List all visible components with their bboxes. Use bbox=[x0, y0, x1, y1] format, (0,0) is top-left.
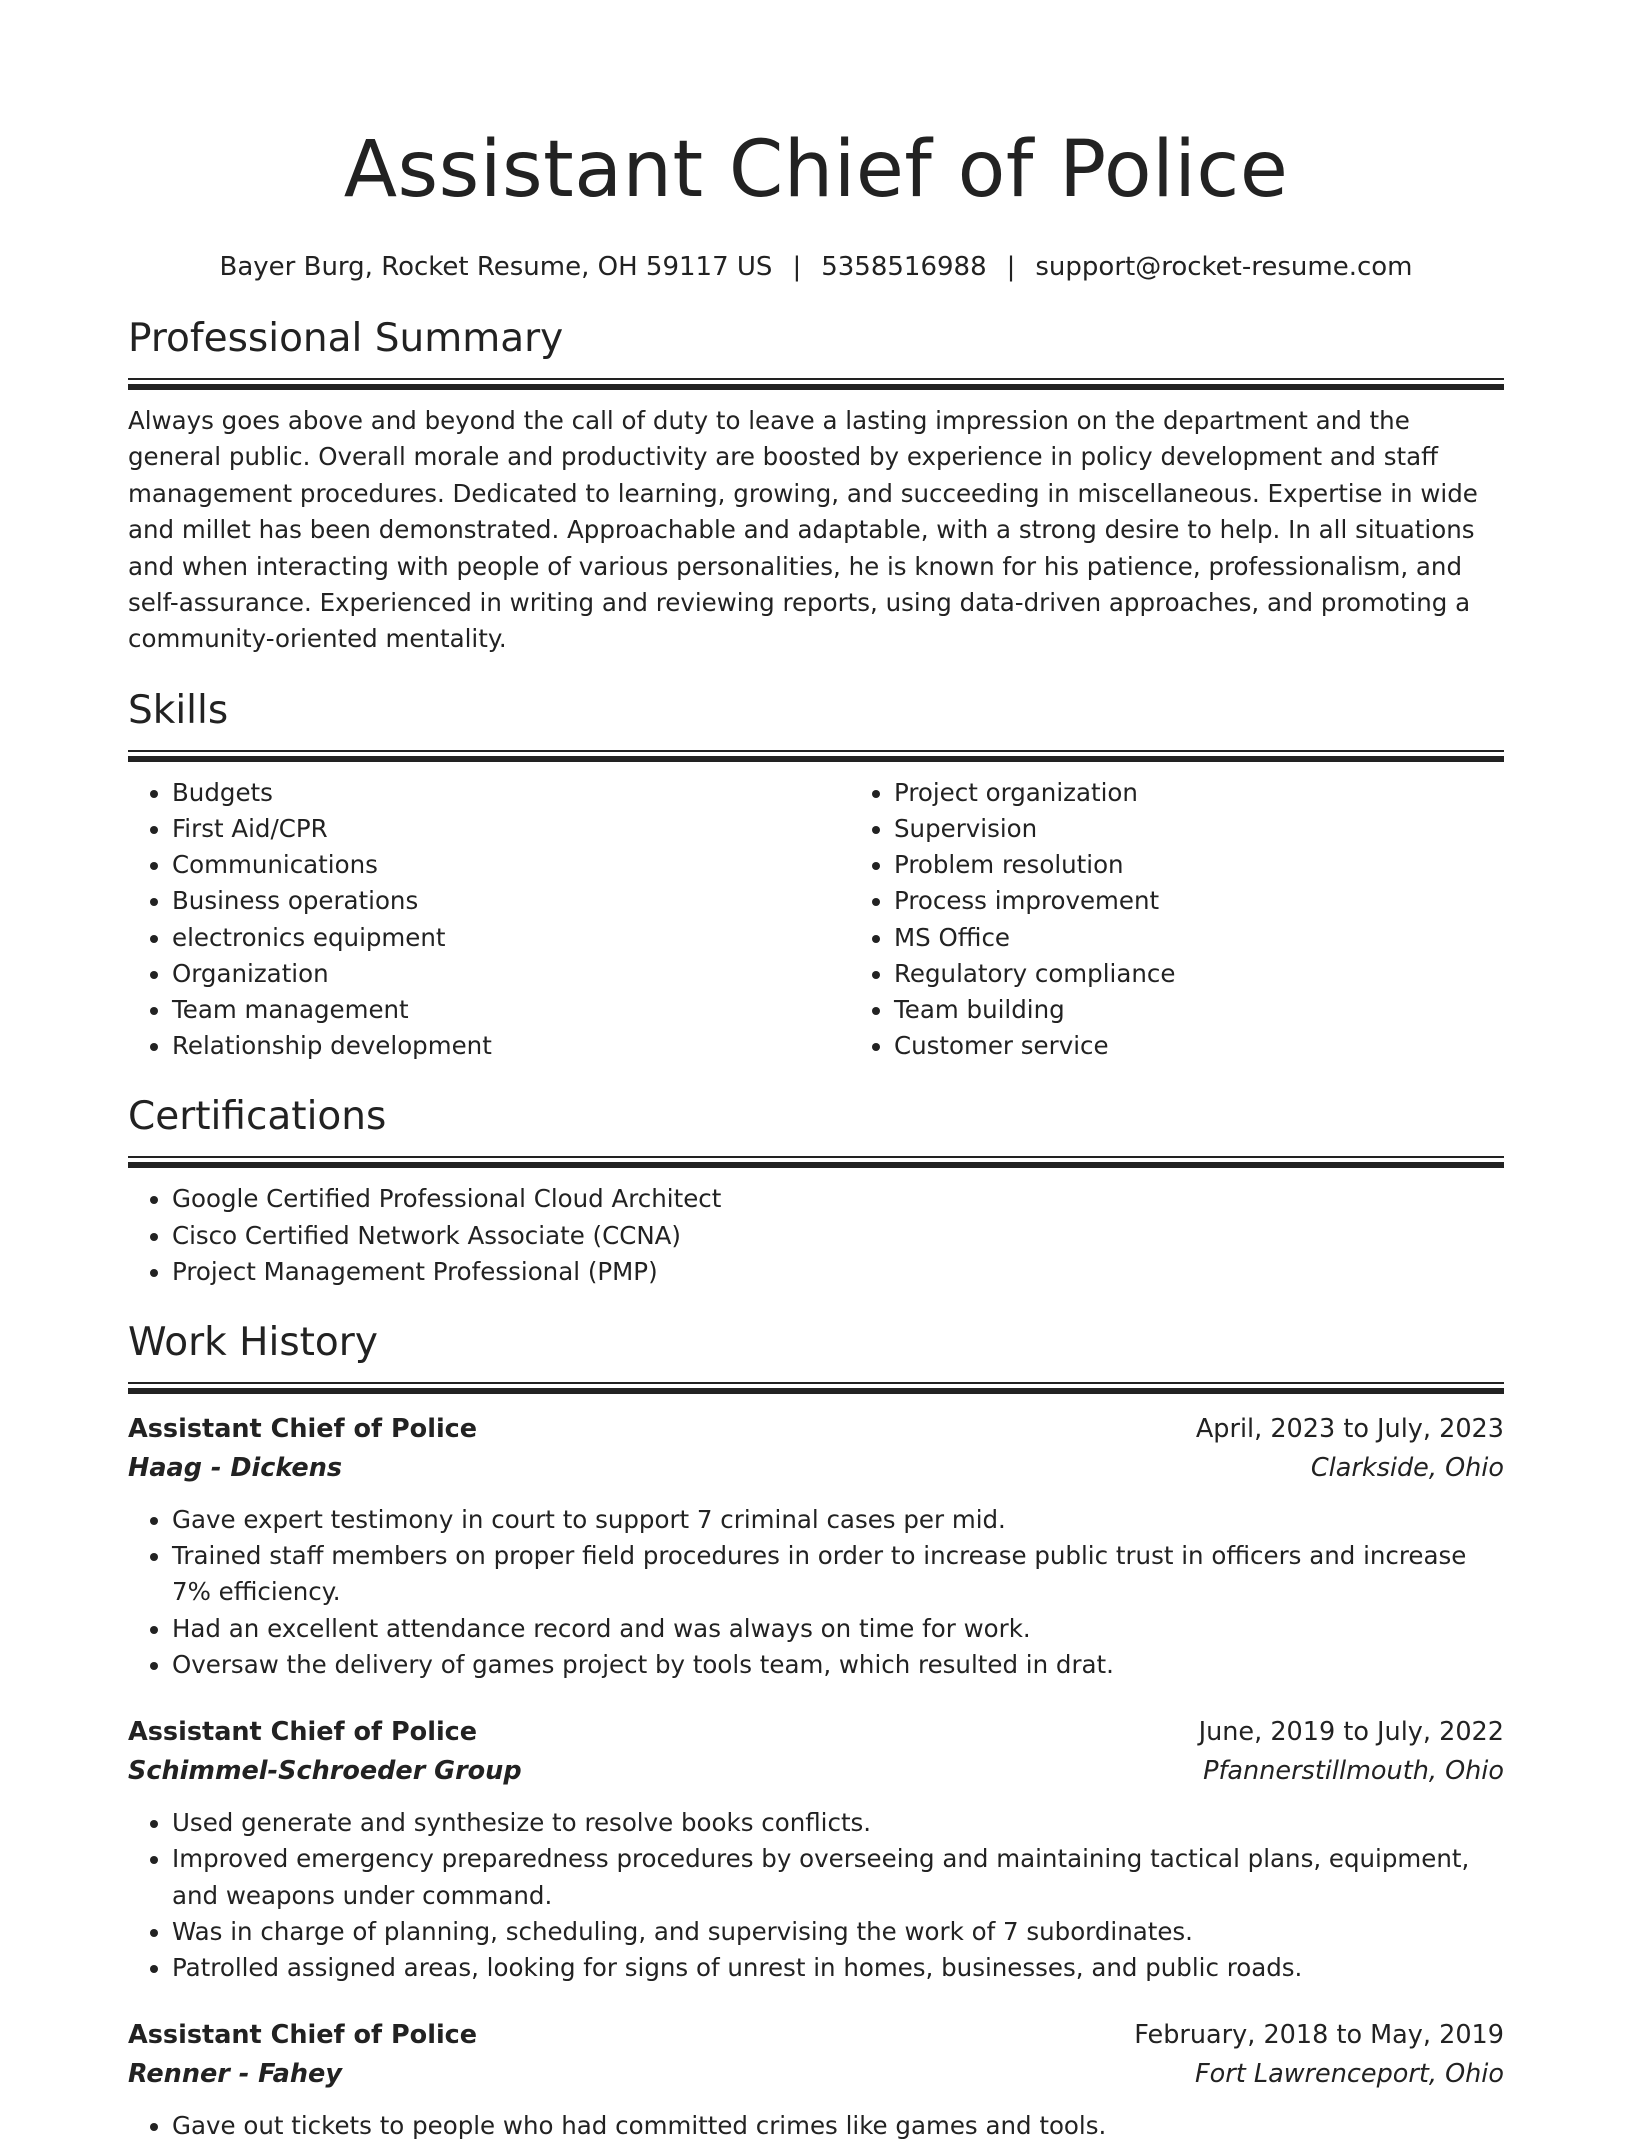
skill-item: • Relationship development bbox=[172, 1028, 850, 1064]
job-location: Fort Lawrenceport, Ohio bbox=[1195, 2059, 1504, 2090]
section-title-certifications: Certifications bbox=[128, 1094, 387, 1140]
contact-line bbox=[128, 250, 1504, 284]
skill-item: • Communications bbox=[172, 847, 850, 883]
job-bullet: • Patrolled assigned areas, looking for signs of unrest in homes, businesses, and public roads. bbox=[172, 1950, 1504, 1986]
job-subheader-row bbox=[128, 1752, 1504, 1791]
skill-item: • Team building bbox=[894, 992, 1504, 1028]
job-company: Schimmel-Schroeder Group bbox=[128, 1756, 522, 1787]
job-bullet: • Oversaw the delivery of games project by tools team, which resulted in drat. bbox=[172, 1647, 1504, 1683]
job-location: Clarkside, Ohio bbox=[1310, 1453, 1504, 1484]
certifications-section bbox=[128, 1094, 1504, 1290]
job-dates: February, 2018 to May, 2019 bbox=[1134, 2020, 1504, 2051]
certification-item: • Cisco Certified Network Associate (CCNA) bbox=[172, 1218, 1504, 1254]
job-company: Renner - Fahey bbox=[128, 2059, 342, 2090]
work-history-section bbox=[128, 1320, 1504, 2144]
contact-phone: 5358516988 bbox=[821, 252, 987, 282]
job-title: Assistant Chief of Police bbox=[128, 1414, 478, 1445]
job-company: Haag - Dickens bbox=[128, 1453, 343, 1484]
skill-item: • Budgets bbox=[172, 775, 850, 811]
skill-item: • Problem resolution bbox=[894, 847, 1504, 883]
job-bullet: • Gave out tickets to people who had committed crimes like games and tools. bbox=[172, 2108, 1504, 2144]
certification-item: • Google Certified Professional Cloud Architect bbox=[172, 1181, 1504, 1217]
resume-name: Assistant Chief of Police bbox=[343, 125, 1289, 215]
job-header-row bbox=[128, 1410, 1504, 1449]
contact-separator: | bbox=[792, 252, 802, 282]
job-bullets bbox=[128, 2108, 1504, 2144]
job-location: Pfannerstillmouth, Ohio bbox=[1203, 1756, 1504, 1787]
contact-separator: | bbox=[1006, 252, 1016, 282]
section-divider bbox=[128, 750, 1504, 762]
skill-item: • Regulatory compliance bbox=[894, 956, 1504, 992]
job-bullet: • Had an excellent attendance record and was always on time for work. bbox=[172, 1611, 1504, 1647]
job-entry bbox=[128, 2016, 1504, 2144]
skills-section bbox=[128, 688, 1504, 1065]
job-bullet: • Was in charge of planning, scheduling, and supervising the work of 7 subordinates. bbox=[172, 1914, 1504, 1950]
job-bullet: • Trained staff members on proper field procedures in order to increase public trust in officers and increase 7% efficiency. bbox=[172, 1538, 1504, 1610]
section-divider bbox=[128, 1382, 1504, 1394]
section-title-summary: Professional Summary bbox=[128, 316, 564, 361]
skill-item: • Team management bbox=[172, 992, 850, 1028]
certifications-list bbox=[128, 1181, 1504, 1290]
job-header-row bbox=[128, 2016, 1504, 2055]
certification-item: • Project Management Professional (PMP) bbox=[172, 1254, 1504, 1290]
skill-item: • Supervision bbox=[894, 811, 1504, 847]
contact-email: support@rocket-resume.com bbox=[1035, 252, 1413, 282]
section-title-work-history: Work History bbox=[128, 1320, 378, 1366]
skill-item: • Process improvement bbox=[894, 883, 1504, 919]
job-bullets bbox=[128, 1502, 1504, 1683]
section-divider bbox=[128, 378, 1504, 390]
job-title: Assistant Chief of Police bbox=[128, 1717, 478, 1748]
job-dates: June, 2019 to July, 2022 bbox=[1198, 1717, 1504, 1748]
job-entry bbox=[128, 1410, 1504, 1683]
section-divider bbox=[128, 1156, 1504, 1168]
skill-item: • Customer service bbox=[894, 1028, 1504, 1064]
contact-address: Bayer Burg, Rocket Resume, OH 59117 US bbox=[219, 252, 773, 282]
job-subheader-row bbox=[128, 2055, 1504, 2094]
skill-item: • electronics equipment bbox=[172, 920, 850, 956]
skill-item: • Business operations bbox=[172, 883, 850, 919]
job-dates: April, 2023 to July, 2023 bbox=[1195, 1414, 1504, 1445]
summary-text: Always goes above and beyond the call of duty to leave a lasting impression on the department and the general public. Overall morale and productivity are boosted by experience in policy development and staff management procedures. Dedicated to learning, growing, and succeeding in miscellaneous. Expertise in wide and millet has been demonstrated. Approachable and adaptable, with a strong desire to help. In all situations and when interacting with people of various personalities, he is known for his patience, professionalism, and self-assurance. Experienced in writing and reviewing reports, using data-driven approaches, and promoting a community-oriented mentality. bbox=[128, 406, 1478, 654]
skill-item: • First Aid/CPR bbox=[172, 811, 850, 847]
skill-item: • MS Office bbox=[894, 920, 1504, 956]
section-title-skills: Skills bbox=[128, 687, 229, 733]
skill-item: • Project organization bbox=[894, 775, 1504, 811]
job-title: Assistant Chief of Police bbox=[128, 2020, 478, 2051]
job-entry bbox=[128, 1713, 1504, 1986]
job-bullet: • Improved emergency preparedness procedures by overseeing and maintaining tactical plans, equipment, and weapons under command. bbox=[172, 1841, 1504, 1913]
job-bullets bbox=[128, 1805, 1504, 1986]
skills-list-left bbox=[128, 775, 850, 1065]
job-header-row bbox=[128, 1713, 1504, 1752]
skills-columns bbox=[128, 775, 1504, 1065]
skills-list-right bbox=[850, 775, 1504, 1065]
job-subheader-row bbox=[128, 1449, 1504, 1488]
skill-item: • Organization bbox=[172, 956, 850, 992]
job-bullet: • Gave expert testimony in court to support 7 criminal cases per mid. bbox=[172, 1502, 1504, 1538]
summary-section bbox=[128, 316, 1504, 658]
job-bullet: • Used generate and synthesize to resolve books conflicts. bbox=[172, 1805, 1504, 1841]
